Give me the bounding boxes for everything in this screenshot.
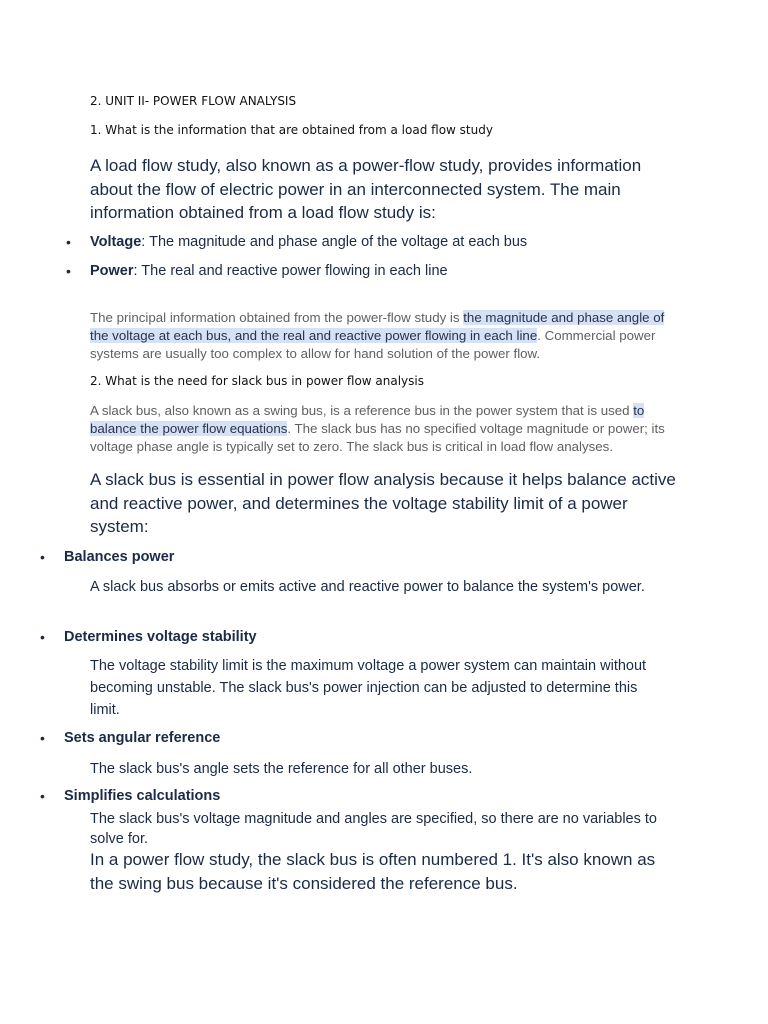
snippet-highlight: to balance the power flow equations (90, 403, 645, 436)
bullet-dot: • (40, 629, 45, 645)
point-heading: Sets angular reference (64, 730, 221, 746)
bullet-term: Voltage (90, 234, 142, 250)
bullet-dot: • (40, 730, 45, 746)
bullet-term: Power (90, 263, 134, 279)
q1-intro: A load flow study, also known as a power-flow study, provides information about the flow of electric power in an interconnected system. The main information obtained from a load flow study is: (90, 156, 642, 222)
question-1: 1. What is the information that are obtained from a load flow study (90, 123, 493, 137)
q2-snippet (90, 402, 680, 456)
point-body: A slack bus absorbs or emits active and reactive power to balance the system's power. (90, 579, 645, 595)
q1-bullet-power (90, 263, 448, 279)
q1-bullet-voltage (90, 234, 527, 250)
bullet-text: : The magnitude and phase angle of the voltage at each bus (141, 234, 528, 250)
bullet-dot: • (66, 263, 71, 279)
point-heading: Balances power (64, 549, 175, 565)
snippet-text: . Commercial power systems are usually too complex to allow for hand solution of the power flow. (90, 328, 656, 361)
closing-paragraph: In a power flow study, the slack bus is often numbered 1. It's also known as the swing bus because it's considered the reference bus. (90, 850, 656, 893)
q1-snippet (90, 309, 680, 363)
point-heading: Determines voltage stability (64, 629, 257, 645)
snippet-text: A slack bus, also known as a swing bus, is a reference bus in the power system that is used (90, 403, 634, 418)
point-body: The voltage stability limit is the maximum voltage a power system can maintain without becoming unstable. The slack bus's power injection can be adjusted to determine this limit. (90, 658, 647, 718)
point-heading: Simplifies calculations (64, 788, 221, 804)
bullet-dot: • (66, 234, 71, 250)
bullet-text: : The real and reactive power flowing in each line (133, 263, 448, 279)
snippet-highlight: the magnitude and phase angle of the voltage at each bus, and the real and reactive power flowing in each line (90, 310, 665, 343)
question-2: 2. What is the need for slack bus in power flow analysis (90, 374, 424, 388)
q2-intro: A slack bus is essential in power flow analysis because it helps balance active and reactive power, and determines the voltage stability limit of a power system: (90, 470, 676, 536)
snippet-text: The principal information obtained from the power-flow study is (90, 310, 464, 325)
point-body: The slack bus's voltage magnitude and angles are specified, so there are no variables to solve for. (90, 811, 657, 847)
bullet-dot: • (40, 549, 45, 565)
bullet-dot: • (40, 788, 45, 804)
unit-heading: 2. UNIT II- POWER FLOW ANALYSIS (90, 94, 297, 108)
point-body: The slack bus's angle sets the reference for all other buses. (90, 761, 473, 777)
snippet-text: . The slack bus has no specified voltage magnitude or power; its voltage phase angle is typically set to zero. The slack bus is critical in load flow analyses. (90, 421, 665, 454)
